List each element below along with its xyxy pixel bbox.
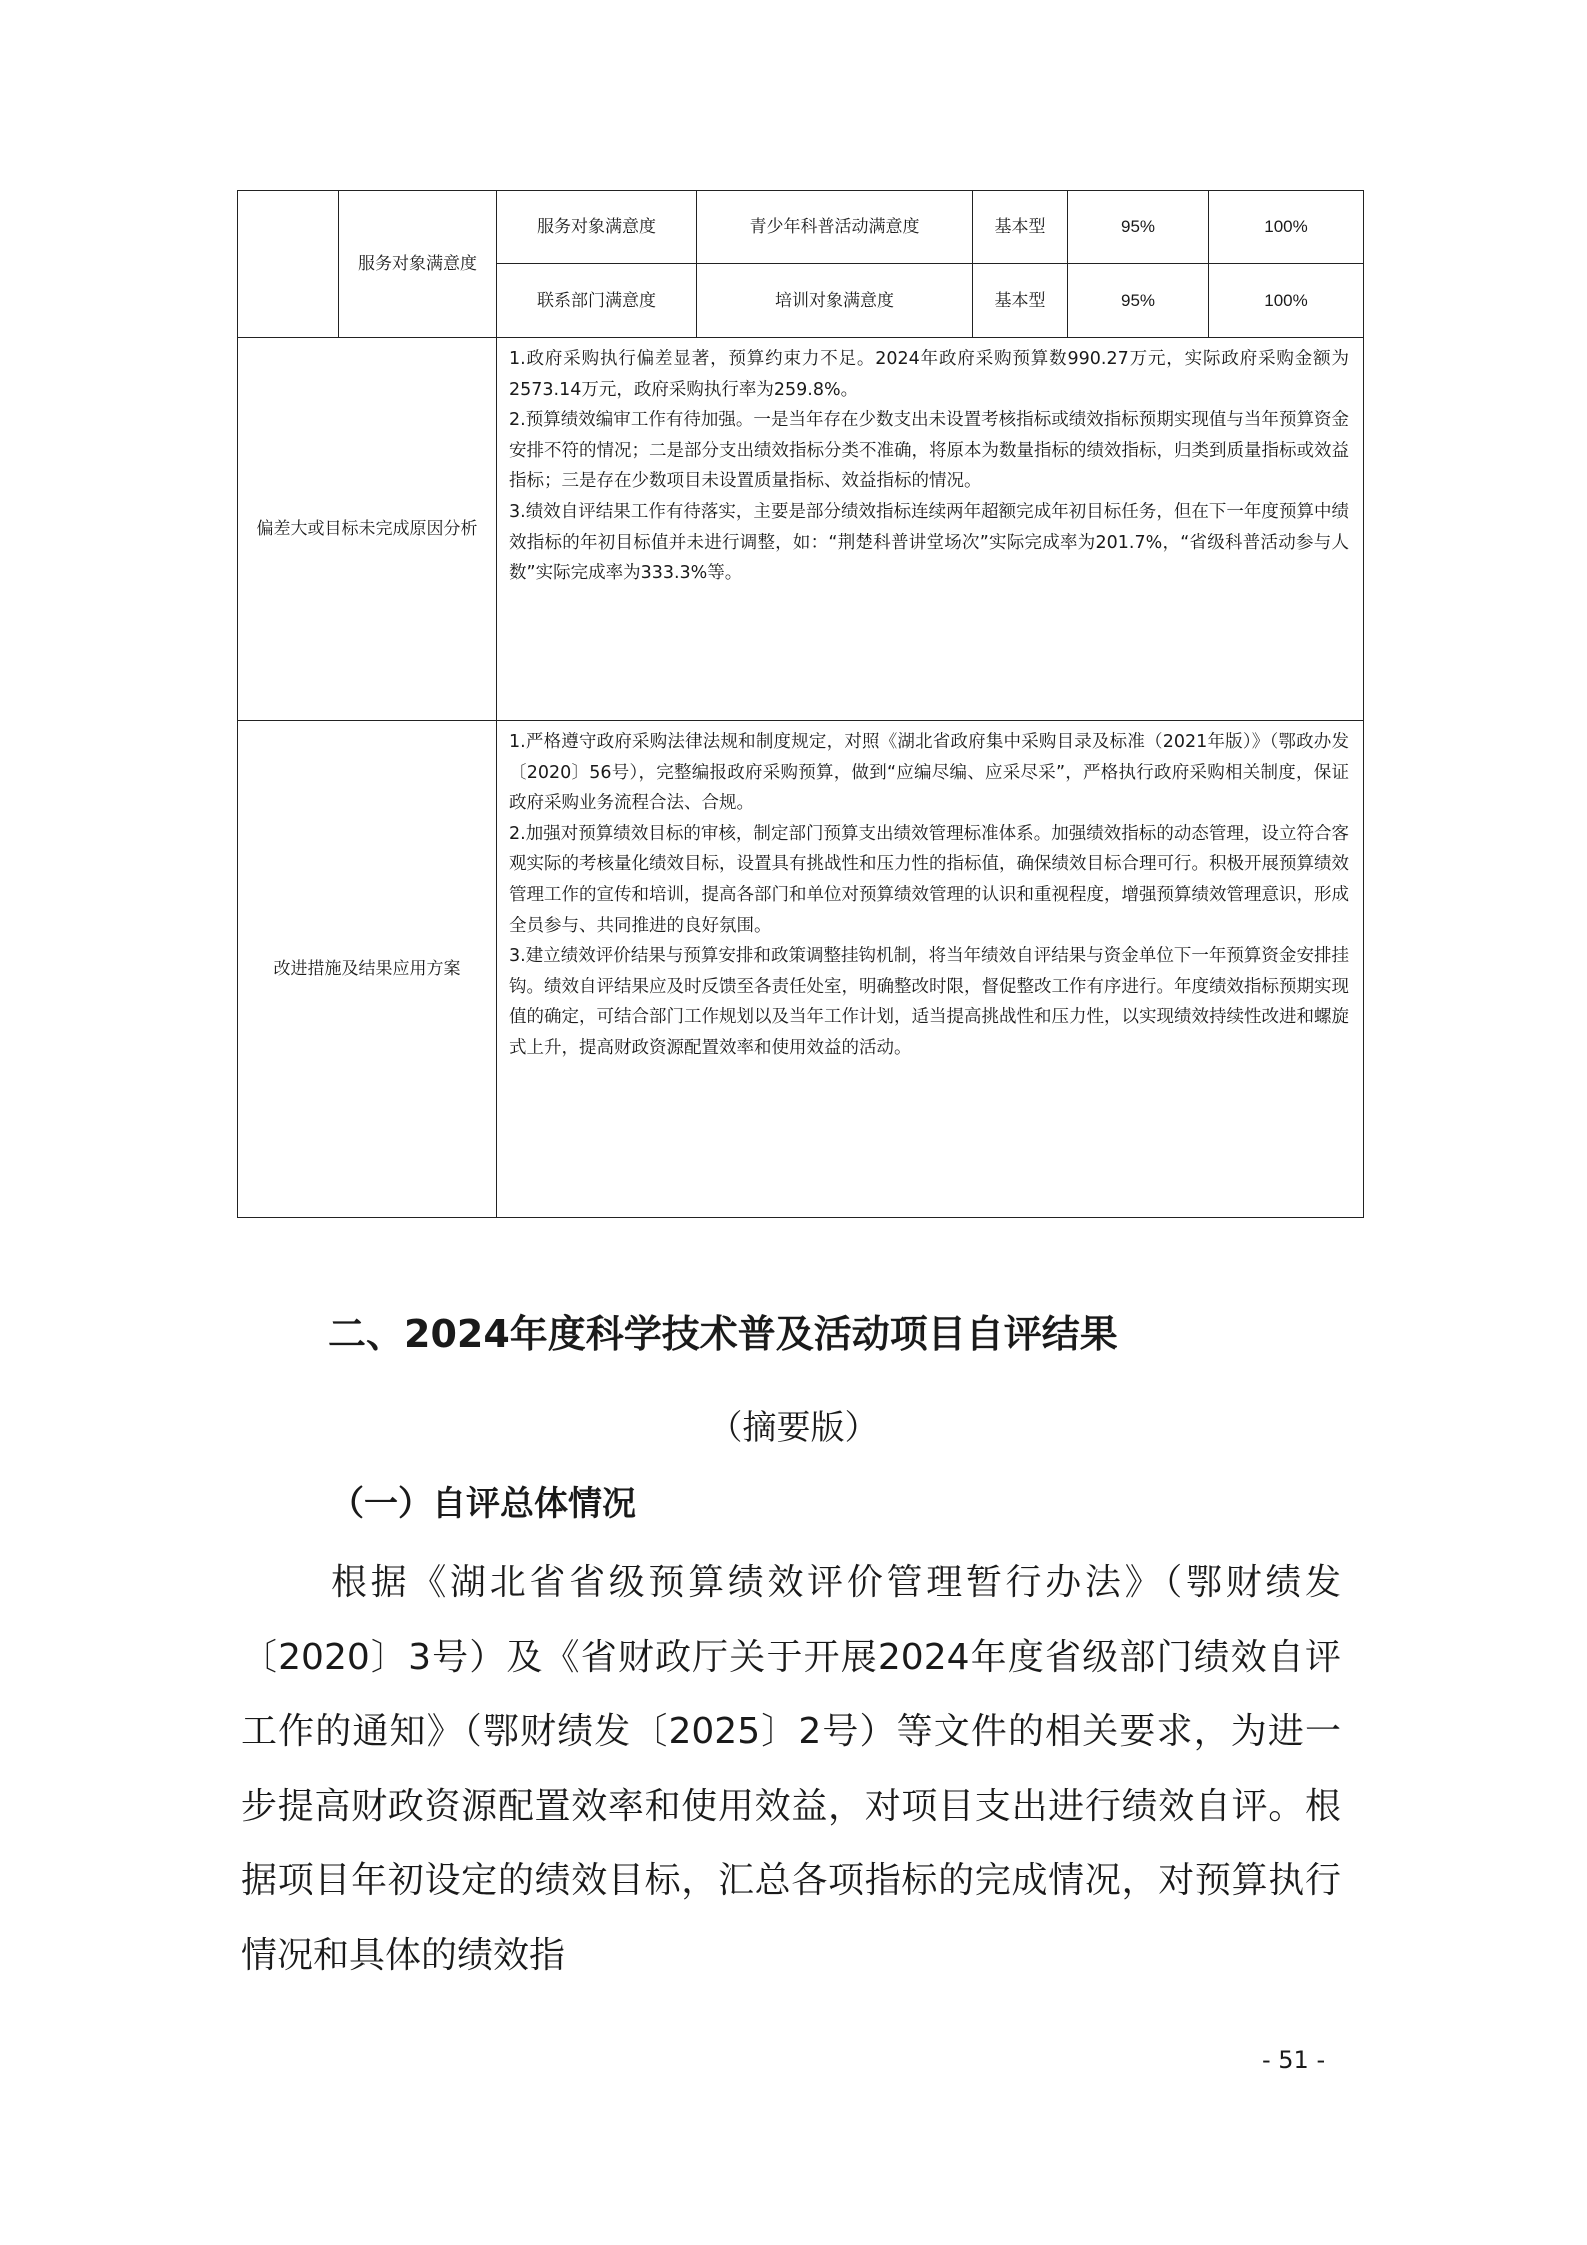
target-cell: 95%: [1068, 264, 1209, 338]
performance-table: [237, 190, 1364, 1218]
indicator-cell: 联系部门满意度: [497, 264, 697, 338]
table-row: [238, 191, 1364, 264]
target-cell: 95%: [1068, 191, 1209, 264]
improvement-plan: [497, 721, 1364, 1218]
improvement-paragraph: 1.严格遵守政府采购法律法规和制度规定，对照《湖北省政府集中采购目录及标准（2021年版）》（鄂政办发〔2020〕56号），完整编报政府采购预算，做到“应编尽编、应采尽采”，严格执行政府采购相关制度，保证政府采购业务流程合法、合规。: [509, 732, 1349, 814]
blank-cell: [238, 191, 339, 338]
table-row: [238, 338, 1364, 721]
page-number: - 51 -: [1262, 2046, 1326, 2074]
section-title: （一）自评总体情况: [330, 1484, 636, 1524]
table-row: [238, 721, 1364, 1218]
deviation-paragraph: 3.绩效自评结果工作有待落实，主要是部分绩效指标连续两年超额完成年初目标任务，但在下一年度预算中绩效指标的年初目标值并未进行调整，如：“荆楚科普讲堂场次”实际完成率为201.7%，“省级科普活动参与人数”实际完成率为333.3%等。: [509, 501, 1349, 584]
item-cell: 培训对象满意度: [697, 264, 973, 338]
improvement-paragraph: 3.建立绩效评价结果与预算安排和政策调整挂钩机制，将当年绩效自评结果与资金单位下一年预算资金安排挂钩。绩效自评结果应及时反馈至各责任处室，明确整改时限，督促整改工作有序进行。年度绩效指标预期实现值的确定，可结合部门工作规划以及当年工作计划，适当提高挑战性和压力性，以实现绩效持续性改进和螺旋式上升，提高财政资源配置效率和使用效益的活动。: [509, 946, 1349, 1058]
deviation-label: 偏差大或目标未完成原因分析: [238, 338, 497, 721]
deviation-paragraph: 1.政府采购执行偏差显著，预算约束力不足。2024年政府采购预算数990.27万元，实际政府采购金额为2573.14万元，政府采购执行率为259.8%。: [509, 349, 1349, 400]
actual-cell: 100%: [1209, 191, 1364, 264]
category-cell: 服务对象满意度: [339, 191, 497, 338]
type-cell: 基本型: [973, 264, 1068, 338]
actual-cell: 100%: [1209, 264, 1364, 338]
type-cell: 基本型: [973, 191, 1068, 264]
deviation-paragraph: 2.预算绩效编审工作有待加强。一是当年存在少数支出未设置考核指标或绩效指标预期实现值与当年预算资金安排不符的情况；二是部分支出绩效指标分类不准确，将原本为数量指标的绩效指标，归类到质量指标或效益指标；三是存在少数项目未设置质量指标、效益指标的情况。: [509, 410, 1349, 492]
improvement-label: 改进措施及结果应用方案: [238, 721, 497, 1218]
subheading: （摘要版）: [708, 1408, 879, 1448]
indicator-cell: 服务对象满意度: [497, 191, 697, 264]
body-paragraph: 根据《湖北省省级预算绩效评价管理暂行办法》（鄂财绩发〔2020〕3号）及《省财政厅关于开展2024年度省级部门绩效自评工作的通知》（鄂财绩发〔2025〕2号）等文件的相关要求，为进一步提高财政资源配置效率和使用效益，对项目支出进行绩效自评。根据项目年初设定的绩效目标，汇总各项指标的完成情况，对预算执行情况和具体的绩效指: [241, 1562, 1341, 1976]
improvement-paragraph: 2.加强对预算绩效目标的审核，制定部门预算支出绩效管理标准体系。加强绩效指标的动态管理，设立符合客观实际的考核量化绩效目标，设置具有挑战性和压力性的指标值，确保绩效目标合理可行。积极开展预算绩效管理工作的宣传和培训，提高各部门和单位对预算绩效管理的认识和重视程度，增强预算绩效管理意识，形成全员参与、共同推进的良好氛围。: [509, 823, 1349, 936]
item-cell: 青少年科普活动满意度: [697, 191, 973, 264]
section-heading: 二、2024年度科学技术普及活动项目自评结果: [328, 1312, 1118, 1356]
deviation-analysis: [497, 338, 1364, 721]
